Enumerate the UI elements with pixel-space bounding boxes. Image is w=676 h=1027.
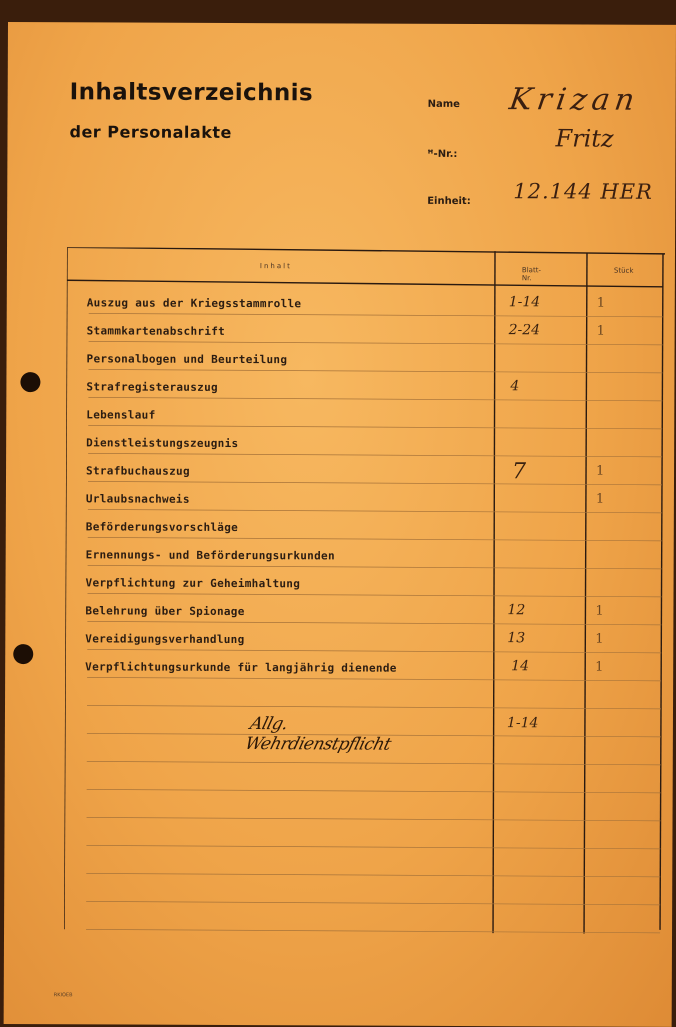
list-item: Dienstleistungszeugnis xyxy=(86,436,239,451)
list-item: Strafregisterauszug xyxy=(86,380,218,394)
count-mark: 1 xyxy=(595,659,604,675)
page-number-handwritten: 1-14 xyxy=(506,715,539,732)
table-rule-line xyxy=(89,341,663,345)
table-rule-line xyxy=(86,873,660,877)
first-name-handwritten: Fritz xyxy=(555,124,614,153)
count-mark: 1 xyxy=(596,295,606,311)
table-rule-line xyxy=(88,481,662,485)
count-mark: 1 xyxy=(596,323,605,339)
table-rule-line xyxy=(88,537,662,541)
page-number-handwritten: 14 xyxy=(511,658,530,675)
form-code: RKIOEB xyxy=(53,992,73,999)
page-number-handwritten: 7 xyxy=(511,459,527,485)
page-number-handwritten: 1-14 xyxy=(508,294,541,311)
punch-hole xyxy=(13,644,33,664)
table-rule-line xyxy=(87,677,661,681)
list-item: Auszug aus der Kriegsstammrolle xyxy=(86,296,302,311)
table-rule-line xyxy=(87,649,661,653)
page-number-handwritten: 2-24 xyxy=(508,322,541,339)
list-item: Beförderungsvorschläge xyxy=(85,520,239,535)
table-rule-line xyxy=(87,817,661,821)
list-item: Strafbuchauszug xyxy=(86,464,190,478)
list-item: Stammkartenabschrift xyxy=(86,324,226,338)
table-rule-line xyxy=(88,453,662,457)
handwritten-entry: Allg. Wehrdienstpflicht xyxy=(242,714,393,755)
count-mark: 1 xyxy=(596,463,605,479)
list-item: Urlaubsnachweis xyxy=(85,492,190,506)
page-number-handwritten: 13 xyxy=(507,630,526,647)
list-item: Belehrung über Spionage xyxy=(85,604,245,619)
table-rule-line xyxy=(86,845,660,849)
table-grid xyxy=(64,247,671,940)
count-mark: 1 xyxy=(595,603,604,619)
page-number-handwritten: 4 xyxy=(510,378,520,395)
column-header-count: Stück xyxy=(613,266,634,275)
unit-label: Einheit: xyxy=(427,195,471,208)
table-rule-line xyxy=(87,761,661,765)
table-rule-line xyxy=(87,789,661,793)
table-rule-line xyxy=(88,397,662,401)
table-rule-line xyxy=(88,369,662,373)
column-header-contents: Inhalt xyxy=(259,262,292,271)
list-item: Verpflichtungsurkunde für langjährig dienende xyxy=(85,660,397,675)
list-item: Lebenslauf xyxy=(86,408,156,422)
document-title: Inhaltsverzeichnis xyxy=(69,79,314,107)
table-rule-line xyxy=(86,901,660,905)
table-rule-line xyxy=(87,621,661,625)
list-item: Vereidigungsverhandlung xyxy=(85,632,245,647)
column-header-page-number: Blatt-Nr. xyxy=(521,266,542,283)
punch-hole xyxy=(20,372,40,392)
count-mark: 1 xyxy=(595,631,604,647)
list-item: Personalbogen und Beurteilung xyxy=(86,352,288,367)
table-rule-line xyxy=(88,425,662,429)
document-page xyxy=(4,22,676,1027)
document-subtitle: der Personalakte xyxy=(69,122,232,142)
table-rule-line xyxy=(87,705,661,709)
table-rule-line xyxy=(88,509,662,513)
count-mark: 1 xyxy=(595,491,605,507)
table-rule-line xyxy=(86,929,660,933)
list-item: Verpflichtung zur Geheimhaltung xyxy=(85,576,301,591)
list-item: Ernennungs- und Beförderungsurkunden xyxy=(85,548,335,563)
name-handwritten: Krizan xyxy=(507,82,642,118)
page-number-handwritten: 12 xyxy=(507,602,526,619)
table-rule-line xyxy=(89,313,663,317)
unit-handwritten: 12.144 HER xyxy=(513,179,653,204)
table-rule-line xyxy=(88,593,662,597)
table-rule-line xyxy=(88,565,662,569)
ss-number-label: ꟸ-Nr.: xyxy=(427,148,458,160)
name-label: Name xyxy=(427,98,460,110)
